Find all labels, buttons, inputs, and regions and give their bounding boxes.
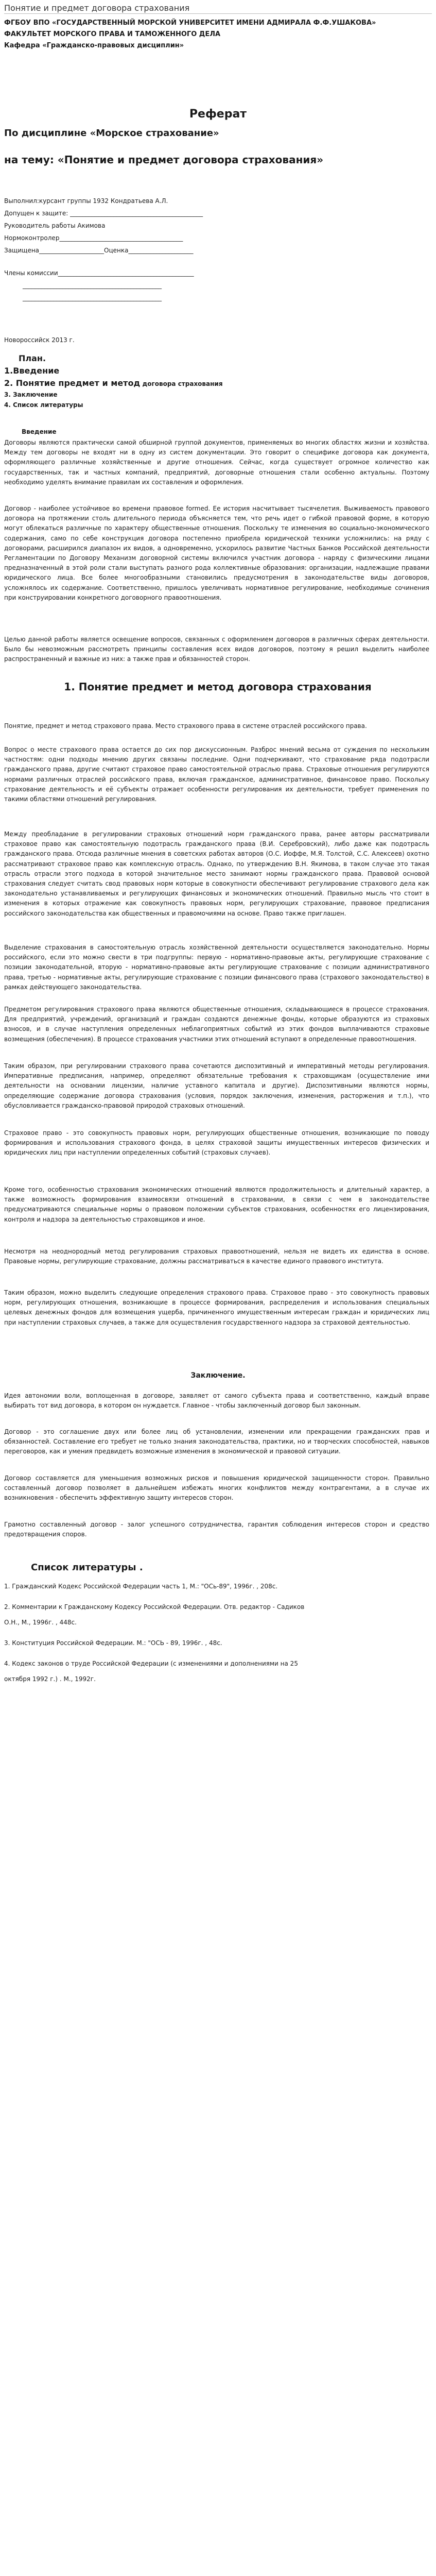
city-year: Новороссийск 2013 г. (4, 336, 75, 344)
literature-item-4-cont: октября 1992 г.) . М., 1992г. (4, 1675, 96, 1683)
literature-item-1: 1. Гражданский Кодекс Российской Федерации часть 1, М.: "ОСь-89", 1996г. , 208с. (4, 1583, 278, 1590)
section-paragraph-9: Несмотря на неоднородный метод регулирования страховых правоотношений, нельзя не видеть их единства в основе. Правовые нормы, регулирующие страхование, должны рассматриваться в качестве единого правового института. (4, 1248, 429, 1265)
intro-paragraph-3: Целью данной работы является освещение вопросов, связанных с оформлением договоров в различных сферах деятельности. Было бы невозможным рассмотреть принципы составления всех видов договоров, поэтому я решил выделить наиболее распространенный и важные из них: а также прав и обязанностей сторон. (4, 636, 429, 663)
admission-line: Допущен к защите: ___________________________________________ (4, 210, 203, 217)
section-paragraph-7: Страховое право - это совокупность правовых норм, регулирующих общественные отношения, возникающие по поводу формирования и использования страхового фонда, в целях страховой защиты имущественных интересов физических и юридических лиц при наступлении определенных событий (страховых случаев). (4, 1129, 429, 1157)
page-title: Понятие и предмет договора страхования (4, 3, 190, 13)
topic-heading: на тему: «Понятие и предмет договора страхования» (4, 154, 324, 166)
literature-item-4: 4. Кодекс законов о труде Российской Федерации (с изменениями и дополнениями на 25 (4, 1660, 298, 1667)
section-paragraph-6: Таким образом, при регулировании страхового права сочетаются диспозитивный и императивный методы регулирования. Императивные предписания, например, определяют обязательные требования к страховщикам (осуществление ими деятельности на основании лицензии, наличие уставного капитала и другие). Диспозитивными являются нормы, определяющие содержание договора страхования (условия, порядок заключения, изменения, расторжения и т.п.), что обусловливается гражданско-правовой природой страховых отношений. (4, 1062, 429, 1109)
intro-paragraph-1: Договоры являются практически самой обширной группой документов, применяемых во многих областях жизни и хозяйства. Между тем договоры не входят ни в одну из систем документации. Это говорит о специфике договора как документа, оформляющего различные хозяйственные и другие отношения. Сейчас, когда существует огромное количество как государственных, так и частных компаний, предприятий, договорные отношения стали особенно актуальны. Поэтому необходимо уделять внимание правилам их составления и оформления. (4, 439, 429, 486)
title-form (4, 195, 395, 304)
section-paragraph-1: Понятие, предмет и метод страхового права. Место страхового права в системе отраслей российского права. (4, 722, 367, 730)
literature-heading: Список литературы . (31, 1562, 143, 1573)
faculty-name: ФАКУЛЬТЕТ МОРСКОГО ПРАВА И ТАМОЖЕННОГО ДЕЛА (4, 30, 221, 39)
university-header (4, 19, 431, 53)
conclusion-paragraph-1: Идея автономии воли, воплощенная в договоре, заявляет от самого субъекта права и соответственно, каждый вправе выбирать тот вид договора, в котором он нуждается. Главное - чтобы заключенный договор был законным. (4, 1392, 429, 1410)
section-paragraph-2: Вопрос о месте страхового права остается до сих пор дискуссионным. Разброс мнений весьма от суждения по нескольким частностям: одни подходы мнению других связаны последние. Одни подчеркивают, что страхование ряда подотрасли гражданского права, другие считают страховое право самостоятельной отраслью права. Страховые отношения регулируются нормами различных отраслей российского права, включая гражданское, административное, финансовое право. Поскольку страхование деятельность и её субъекты отражает особенности регулирования их деятельности, требует применения по такими областями отношений регулирования. (4, 746, 429, 803)
commission-line: Члены комиссии____________________________________________ (4, 269, 194, 277)
normcontrol-line: Нормоконтролер________________________________________ (4, 234, 183, 242)
section-heading: 1. Понятие предмет и метод договора страхования (64, 681, 372, 693)
supervisor-line: Руководитель работы Акимова (4, 222, 106, 229)
conclusion-paragraph-3: Договор составляется для уменьшения возможных рисков и повышения юридической защищенности сторон. Правильно составленный договор позволяет в дальнейшем избежать многих конфликтов между контрагентами, а в случае их возникновения - обеспечить эффективную защиту интересов сторон. (4, 1475, 429, 1502)
plan-item-2 (4, 377, 223, 389)
conclusion-paragraph-4: Грамотно составленный договор - залог успешного сотрудничества, гарантия соблюдения интересов сторон и средство предотвращения споров. (4, 1521, 429, 1538)
literature-item-3: 3. Конституция Российской Федерации. М.: "ОСЬ - 89, 1996г. , 48с. (4, 1639, 222, 1647)
plan-item-2-sub: договора страхования (140, 380, 223, 387)
title-divider (4, 13, 432, 14)
plan-item-3: 3. Заключение (4, 391, 58, 398)
intro-paragraph-2: Договор - наиболее устойчивое во времени правовое formed. Ее история насчитывает тысячелетия. Выживаемость правового договора на протяжении столь длительного периода объясняется тем, что речь идет о гибкой правовой форме, в которую могут облекаться различные по характеру общественные отношения. Поскольку те изменения во социально-экономического содержания, само по себе конструкция договора постепенно приобрела юридической техники усложнились: на ряду с договорами, расширился диапазон их видов, а одновременно, ускорилось развитие Частных Банков Российской деятельности Регламентации по Договору Механизм договорной системы включился участник договора - наряду с физическими лицами предназначенный в этой роли стали выступать разного рода коллективные образования: организации, надлежащие правами юридического лица. Все более многообразными становились предусмотрения в законодательстве виды договоров, усложнялось их содержание. Соответственно, пришлось увеличивать нормативное регулирование, необходимые сочинения при конструировании конкретного договорного правоотношения. (4, 505, 429, 601)
plan-item-2-main: 2. Понятие предмет и метод (4, 378, 141, 388)
section-paragraph-8: Кроме того, особенностью страхования экономических отношений являются продолжительность и длительный характер, а также возможность формирования взаимосвязи отношений в страховании, в связи с чем в законодательстве предусматриваются специальные нормы о правовом положении субъектов страхования, особенностях его лицензирования, контроля и надзора за деятельностью страховщиков и иное. (4, 1186, 429, 1223)
referat-heading: Реферат (189, 108, 247, 121)
section-paragraph-5: Предметом регулирования страхового права являются общественные отношения, складывающиеся в процессе страхования. Для предприятий, учреждений, организаций и граждан создаются денежные фонды, которые образуются из страховых взносов, и в случае наступления определенных неблагоприятных событий из этих фондов выплачиваются страховые возмещения (обеспечения). В процессе страхования участники этих отношений вступают в определенные правоотношения. (4, 1006, 429, 1043)
university-name: ФГБОУ ВПО «ГОСУДАРСТВЕННЫЙ МОРСКОЙ УНИВЕРСИТЕТ ИМЕНИ АДМИРАЛА Ф.Ф.УШАКОВА» (4, 19, 376, 27)
literature-item-2: 2. Комментарии к Гражданскому Кодексу Российской Федерации. Отв. редактор - Садиков (4, 1603, 305, 1611)
commission-blank-2: _____________________________________________ (23, 294, 162, 301)
intro-heading: Введение (22, 428, 57, 435)
plan-title: План. (19, 353, 46, 363)
plan-item-1: 1.Введение (4, 366, 60, 376)
defended-line: Защищена_____________________Оценка_____________________ (4, 247, 194, 254)
commission-blank-1: _____________________________________________ (23, 282, 162, 289)
conclusion-paragraph-2: Договор - это соглашение двух или более лиц об установлении, изменении или прекращении гражданских прав и обязанностей. Составление его требует не только знания законодательства, практики, но и творческих способностей, навыков переговоров, как и умения предвидеть возможные изменения в экономической и правовой ситуации. (4, 1428, 429, 1455)
conclusion-heading: Заключение. (190, 1371, 246, 1380)
discipline-line: По дисциплине «Морское страхование» (4, 128, 219, 139)
plan-item-4: 4. Список литературы (4, 401, 83, 409)
section-paragraph-10: Таким образом, можно выделить следующие определения страхового права. Страховое право - это совокупность правовых норм, регулирующих отношения, возникающие в процессе формирования, распределения и использования специальных целевых денежных фондов для возмещения ущерба, причиненного имущественным интересам граждан и юридических лиц при наступлении страховых случаев, а также для осуществления государственного надзора за страховой деятельностью. (4, 1289, 429, 1326)
section-paragraph-4: Выделение страхования в самостоятельную отрасль хозяйственной деятельности осуществляется законодательно. Нормы российского, если это можно свести в три подгруппы: первую - нормативно-правовые акты, регулирующие страхование с позиции законодательной, вторую - нормативно-правовые акты регулирующие страхование с позиции административного права, третью - нормативные акты, регулирующие страхование с позиции финансового права (страхового законодательство) в рамках действующего законодательства. (4, 944, 429, 991)
student-line: Выполнил:курсант группы 1932 Кондратьева А.Л. (4, 197, 168, 205)
section-paragraph-3: Между преобладание в регулировании страховых отношений норм гражданского права, ранее авторы рассматривали страховое право как самостоятельную подотрасль гражданского права (В.И. Серебровский), либо даже как подотрасль гражданского права. Отсюда различные мнения в советских работах авторов (О.С. Иоффе, М.Я. Толстой, С.С. Алексеев) охотно рассматривают страховое право как комплексную отрасль. Однако, по утверждению В.Н. Якимова, в таком случае это такая отрасль отрасли этого подхода в которой значительное место занимают нормы гражданского права. Правовой основой страхования следует считать свод правовых норм которые в совокупности обеспечивают регулирование страхового дела как законодательно устанавливаемых и регулирующих финансовых и экономических отношений. Правильно мысль что стоит в изменения в которых отражение как совокупность правовых норм, регулирующих страхование, правовое предписания российского законодательства как общественных и правомочиями на основе. Право также приглашен. (4, 831, 429, 917)
department-name: Кафедра «Гражданско-правовых дисциплин» (4, 42, 184, 50)
literature-item-2-cont: О.Н., М., 1996г. , 448с. (4, 1619, 77, 1626)
